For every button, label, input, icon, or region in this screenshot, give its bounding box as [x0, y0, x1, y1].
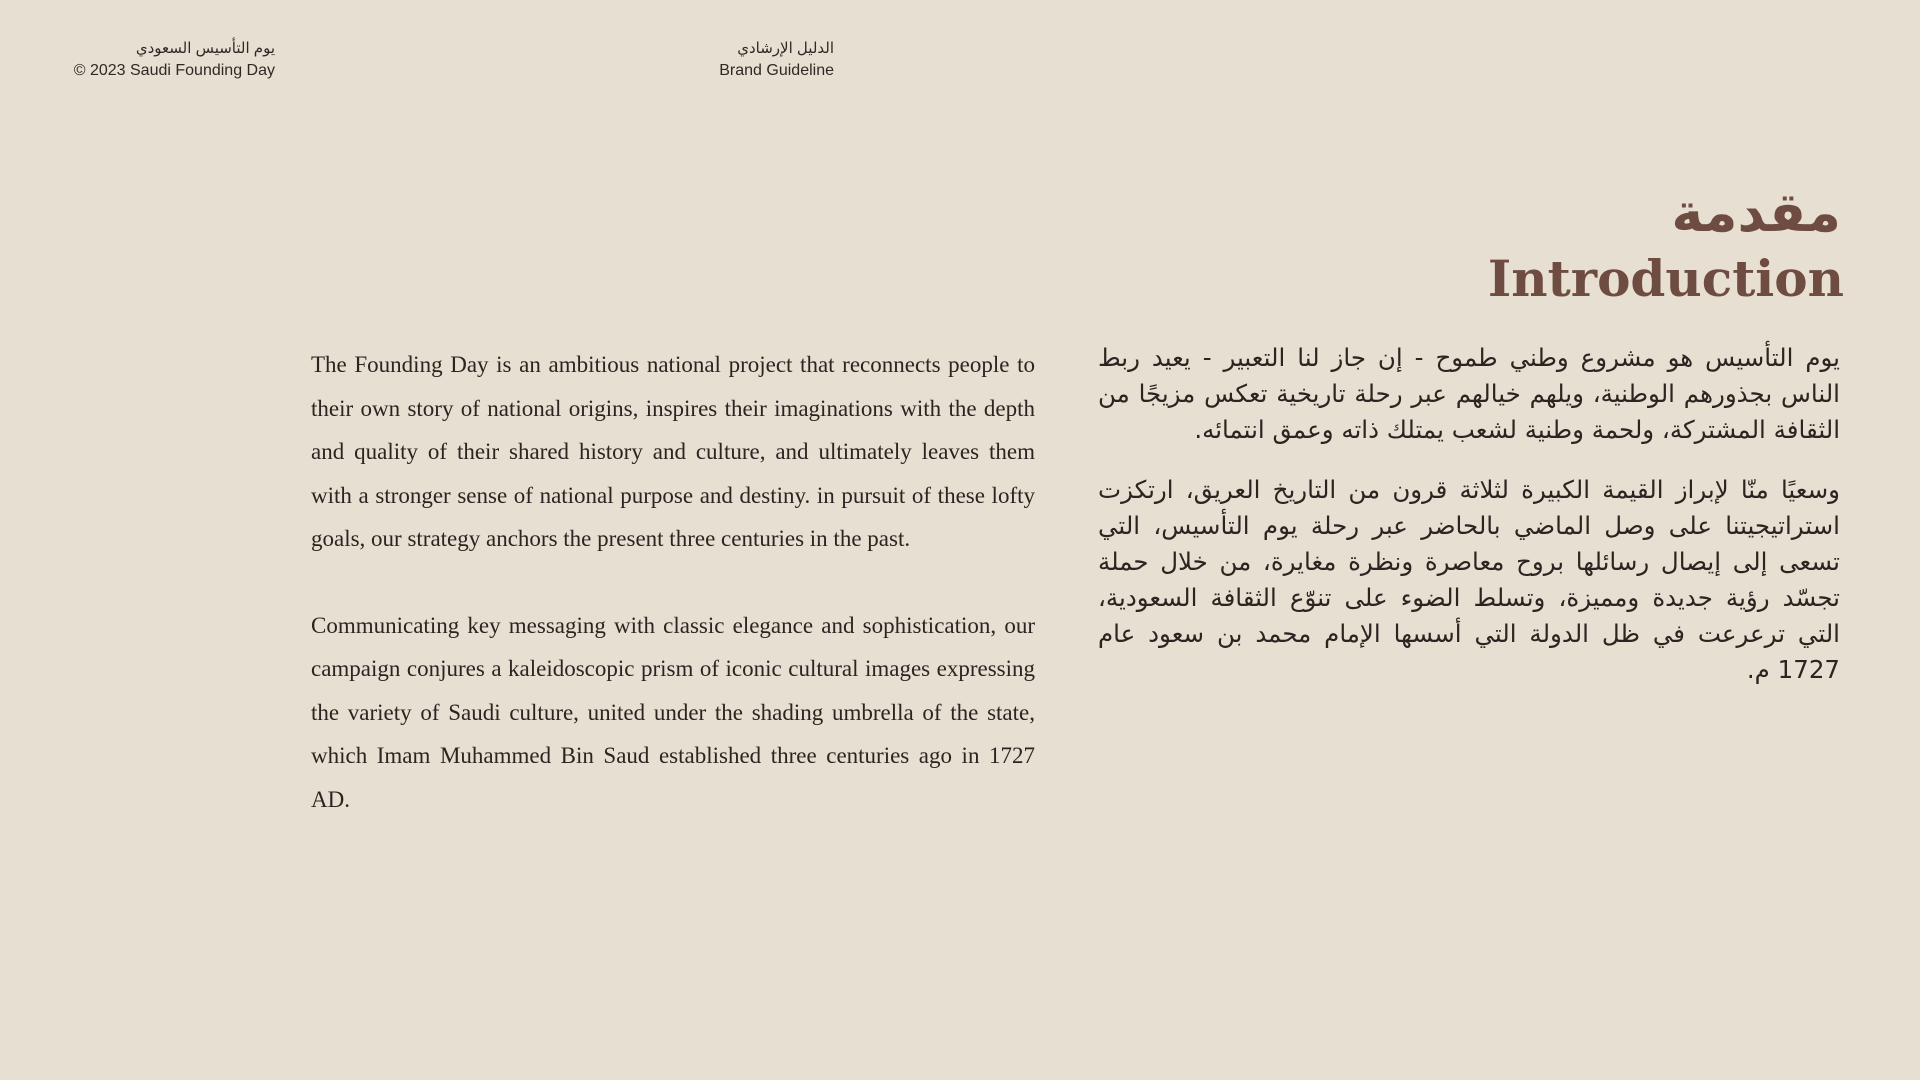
arabic-body [1098, 340, 1840, 712]
header-left [40, 38, 275, 82]
header-left-copyright: © 2023 Saudi Founding Day [73, 62, 275, 79]
english-paragraph-1: The Founding Day is an ambitious national project that reconnects people to their own story of national origins, inspires their imaginations with the depth and quality of their shared history and culture, and ultimately leaves them with a stronger sense of national purpose and destiny. in pursuit of these lofty goals, our strategy anchors the present three centuries in the past. [311, 352, 1035, 551]
header-middle-english: Brand Guideline [719, 62, 834, 79]
arabic-paragraph-1: يوم التأسيس هو مشروع وطني طموح - إن جاز لنا التعبير - يعيد ربط الناس بجذورهم الوطنية، ويلهم خيالهم عبر رحلة تاريخية تعكس مزيجًا من الثقافة المشتركة، ولحمة وطنية لشعب يمتلك ذاته وعمق انتمائه. [1098, 343, 1840, 444]
page-title-english: Introduction [1487, 249, 1844, 308]
arabic-paragraph-2: وسعيًا منّا لإبراز القيمة الكبيرة لثلاثة قرون من التاريخ العريق، ارتكزت استراتيجيتنا على وصل الماضي بالحاضر عبر رحلة يوم التأسيس، التي تسعى إلى إيصال رسائلها بروح معاصرة ونظرة مغايرة، من خلال حملة تجسّد رؤية جديدة ومميزة، وتسلط الضوء على تنوّع الثقافة السعودية، التي ترعرعت في ظل الدولة التي أسسها الإمام محمد بن سعود عام 1727 م. [1098, 475, 1840, 684]
english-body [311, 343, 1035, 864]
header-middle-arabic: الدليل الإرشادي [737, 40, 834, 57]
header-left-arabic: يوم التأسيس السعودي [135, 40, 275, 57]
english-paragraph-2: Communicating key messaging with classic elegance and sophistication, our campaign conjures a kaleidoscopic prism of iconic cultural images expressing the variety of Saudi culture, united under the shading umbrella of the state, which Imam Muhammed Bin Saud established three centuries ago in 1727 AD. [311, 612, 1035, 812]
header-middle [600, 38, 834, 82]
page-title-arabic: مقدمة [1671, 181, 1841, 244]
